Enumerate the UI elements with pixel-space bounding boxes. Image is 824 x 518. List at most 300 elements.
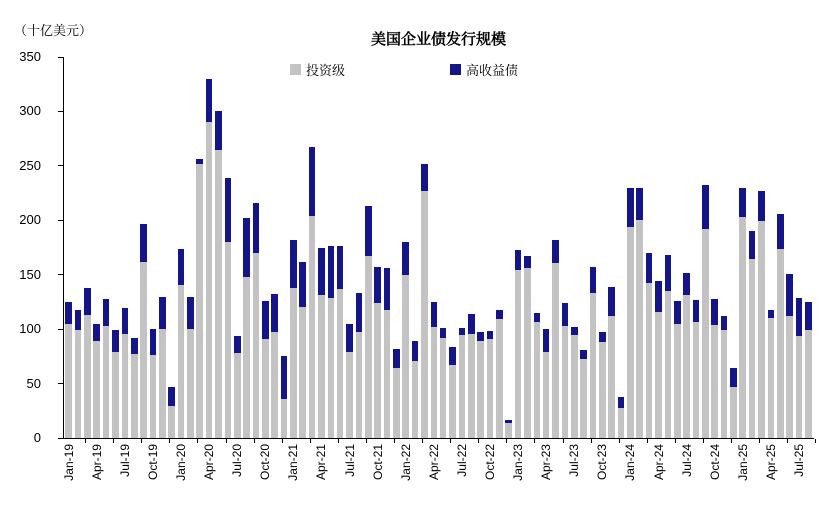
bar-segment-high-yield: [440, 328, 447, 338]
x-axis-tick: [591, 439, 592, 443]
bar-segment-high-yield: [253, 203, 260, 253]
bar-Oct-24: [711, 299, 718, 438]
x-axis-tick: [85, 439, 86, 443]
y-tick-label: 100: [19, 321, 41, 337]
bar-segment-high-yield: [505, 420, 512, 423]
bar-segment-high-yield: [234, 336, 241, 353]
bar-segment-high-yield: [590, 267, 597, 293]
bar-Dec-20: [281, 356, 288, 438]
bar-segment-investment-grade: [196, 164, 203, 438]
bar-Mar-19: [84, 288, 91, 438]
bar-segment-high-yield: [421, 164, 428, 191]
bar-segment-investment-grade: [468, 334, 475, 439]
bar-segment-high-yield: [65, 302, 72, 324]
bar-Aug-19: [131, 338, 138, 438]
bar-segment-investment-grade: [93, 341, 100, 438]
x-axis-tick: [815, 439, 816, 443]
bar-May-23: [552, 240, 559, 438]
bar-Jul-23: [571, 327, 578, 438]
bar-segment-investment-grade: [281, 399, 288, 438]
bar-segment-high-yield: [374, 267, 381, 303]
bar-segment-investment-grade: [711, 325, 718, 438]
bar-Sep-24: [702, 185, 709, 438]
y-axis-tick: [58, 111, 63, 112]
y-tick-label: 50: [26, 375, 41, 391]
bar-segment-high-yield: [599, 332, 606, 342]
bar-Oct-20: [262, 301, 269, 438]
bar-segment-high-yield: [346, 324, 353, 352]
bar-segment-investment-grade: [290, 288, 297, 438]
bar-segment-high-yield: [646, 253, 653, 283]
bar-segment-investment-grade: [702, 229, 709, 438]
bar-Nov-22: [496, 310, 503, 438]
bar-segment-investment-grade: [299, 307, 306, 438]
x-axis-tick: [703, 439, 704, 443]
bar-Nov-19: [159, 297, 166, 439]
x-axis-tick: [366, 439, 367, 443]
bar-segment-investment-grade: [384, 310, 391, 438]
bar-segment-high-yield: [655, 281, 662, 311]
x-tick-label: Jul-22: [454, 444, 469, 477]
bar-Nov-24: [721, 316, 728, 438]
x-axis-tick: [675, 439, 676, 443]
bar-segment-high-yield: [290, 240, 297, 288]
y-axis-tick: [58, 57, 63, 58]
bar-segment-investment-grade: [562, 326, 569, 438]
bar-segment-investment-grade: [262, 339, 269, 438]
y-axis-tick: [58, 220, 63, 221]
bar-segment-investment-grade: [543, 352, 550, 438]
x-axis-tick: [338, 439, 339, 443]
x-axis-tick: [394, 439, 395, 443]
bar-segment-investment-grade: [515, 270, 522, 438]
bar-segment-high-yield: [786, 274, 793, 316]
bar-Nov-23: [608, 287, 615, 438]
bar-Aug-22: [468, 314, 475, 438]
x-tick-label: Apr-19: [89, 444, 104, 481]
x-tick-label: Jan-22: [398, 444, 413, 481]
bar-segment-investment-grade: [730, 387, 737, 438]
bar-segment-high-yield: [243, 218, 250, 277]
bar-segment-high-yield: [627, 188, 634, 227]
bar-segment-high-yield: [337, 246, 344, 288]
bar-segment-high-yield: [768, 310, 775, 319]
bar-Jan-23: [515, 250, 522, 438]
bar-segment-investment-grade: [449, 365, 456, 438]
x-tick-label: Jan-21: [286, 444, 301, 481]
bar-segment-high-yield: [93, 324, 100, 341]
x-axis-tick: [226, 439, 227, 443]
bar-Feb-25: [749, 231, 756, 438]
x-axis-tick: [450, 439, 451, 443]
x-tick-label: Jul-20: [230, 444, 245, 477]
bar-Aug-21: [356, 293, 363, 438]
bar-May-21: [328, 246, 335, 438]
bar-Mar-22: [421, 164, 428, 438]
bar-segment-investment-grade: [168, 406, 175, 438]
bar-segment-investment-grade: [627, 227, 634, 438]
bar-segment-high-yield: [711, 299, 718, 325]
bar-Nov-21: [384, 268, 391, 438]
bar-segment-investment-grade: [796, 336, 803, 438]
bar-segment-investment-grade: [590, 293, 597, 438]
bar-Mar-21: [309, 147, 316, 438]
bar-segment-high-yield: [739, 188, 746, 217]
bar-segment-investment-grade: [534, 322, 541, 438]
bar-Aug-24: [693, 300, 700, 438]
bar-segment-high-yield: [309, 147, 316, 216]
bar-segment-investment-grade: [337, 289, 344, 438]
bar-segment-high-yield: [477, 332, 484, 341]
bar-segment-high-yield: [449, 347, 456, 366]
bar-Oct-22: [487, 331, 494, 438]
bar-segment-high-yield: [356, 293, 363, 332]
x-tick-label: Jul-25: [791, 444, 806, 477]
bar-segment-investment-grade: [356, 332, 363, 438]
bar-segment-investment-grade: [84, 315, 91, 438]
bar-segment-investment-grade: [524, 268, 531, 438]
bar-segment-high-yield: [468, 314, 475, 334]
bar-Feb-19: [75, 310, 82, 438]
bar-segment-high-yield: [103, 299, 110, 326]
y-tick-label: 200: [19, 212, 41, 228]
bar-Feb-24: [636, 188, 643, 438]
bar-segment-high-yield: [168, 387, 175, 407]
x-axis-tick: [113, 439, 114, 443]
bar-segment-investment-grade: [271, 332, 278, 438]
bar-Jul-20: [234, 336, 241, 438]
bar-Feb-20: [187, 297, 194, 439]
bar-segment-high-yield: [571, 327, 578, 335]
bar-Dec-24: [730, 368, 737, 438]
bar-segment-investment-grade: [674, 324, 681, 438]
bar-segment-high-yield: [159, 297, 166, 330]
bar-segment-investment-grade: [477, 341, 484, 438]
legend-label: 高收益债: [466, 63, 519, 78]
bar-Sep-23: [590, 267, 597, 438]
bar-segment-investment-grade: [599, 342, 606, 438]
bar-segment-investment-grade: [683, 295, 690, 438]
x-tick-label: Apr-25: [763, 444, 778, 481]
bar-segment-investment-grade: [187, 329, 194, 438]
x-tick-label: Jan-20: [174, 444, 189, 481]
chart-title: 美国企业债发行规模: [370, 31, 506, 48]
bar-Sep-19: [140, 224, 147, 438]
bar-May-20: [215, 111, 222, 438]
x-tick-label: Oct-24: [707, 444, 722, 481]
bar-Jun-22: [449, 347, 456, 438]
y-axis-tick: [58, 274, 63, 275]
bar-Jan-25: [739, 188, 746, 438]
bar-Oct-23: [599, 332, 606, 438]
bar-segment-high-yield: [393, 349, 400, 369]
x-tick-label: Jul-24: [679, 444, 694, 477]
bar-segment-high-yield: [384, 268, 391, 309]
x-tick-label: Oct-22: [482, 444, 497, 481]
bar-segment-high-yield: [459, 328, 466, 335]
bar-Apr-20: [206, 79, 213, 438]
bar-segment-high-yield: [580, 350, 587, 359]
bar-segment-high-yield: [730, 368, 737, 387]
bar-Jul-19: [122, 308, 129, 438]
x-axis-tick: [506, 439, 507, 443]
bar-segment-high-yield: [796, 298, 803, 336]
bar-Feb-23: [524, 256, 531, 438]
bar-segment-investment-grade: [122, 334, 129, 439]
bar-segment-investment-grade: [131, 354, 138, 438]
x-axis-tick: [197, 439, 198, 443]
bar-segment-investment-grade: [665, 291, 672, 438]
bar-segment-investment-grade: [768, 318, 775, 438]
bar-segment-investment-grade: [140, 262, 147, 438]
bar-segment-investment-grade: [496, 319, 503, 438]
bar-segment-high-yield: [702, 185, 709, 229]
bar-segment-investment-grade: [618, 408, 625, 438]
bar-segment-investment-grade: [328, 298, 335, 438]
bar-segment-high-yield: [608, 287, 615, 316]
x-tick-label: Jan-23: [511, 444, 526, 481]
x-tick-label: Apr-22: [426, 444, 441, 481]
bar-segment-investment-grade: [178, 285, 185, 438]
bar-segment-high-yield: [122, 308, 129, 333]
bar-Mar-24: [646, 253, 653, 438]
bar-segment-investment-grade: [646, 283, 653, 438]
bar-segment-investment-grade: [75, 330, 82, 438]
bar-segment-high-yield: [187, 297, 194, 330]
bar-segment-high-yield: [665, 255, 672, 291]
x-tick-label: Apr-20: [202, 444, 217, 481]
bar-segment-investment-grade: [65, 324, 72, 438]
bar-segment-high-yield: [562, 303, 569, 326]
bar-segment-investment-grade: [655, 312, 662, 438]
bar-Oct-19: [150, 329, 157, 438]
y-axis-tick: [58, 165, 63, 166]
bar-segment-investment-grade: [215, 150, 222, 438]
bar-segment-high-yield: [515, 250, 522, 271]
x-tick-label: Jul-23: [567, 444, 582, 477]
x-axis-tick: [787, 439, 788, 443]
bar-segment-high-yield: [206, 79, 213, 123]
bar-segment-high-yield: [534, 313, 541, 322]
x-axis-tick: [534, 439, 535, 443]
bar-Apr-23: [543, 329, 550, 438]
bar-Dec-19: [168, 387, 175, 438]
bar-segment-high-yield: [496, 310, 503, 320]
x-tick-label: Apr-24: [651, 444, 666, 481]
bar-segment-investment-grade: [505, 423, 512, 438]
x-tick-label: Oct-21: [370, 444, 385, 481]
bar-Jan-24: [627, 188, 634, 438]
bar-segment-high-yield: [84, 288, 91, 315]
bar-Jun-23: [562, 303, 569, 438]
bar-segment-investment-grade: [459, 335, 466, 438]
bar-segment-high-yield: [262, 301, 269, 339]
bar-segment-high-yield: [365, 206, 372, 256]
x-axis-tick: [310, 439, 311, 443]
bar-May-19: [103, 299, 110, 438]
bar-Jul-21: [346, 324, 353, 438]
x-axis-tick: [563, 439, 564, 443]
bar-Aug-23: [580, 350, 587, 438]
bar-segment-investment-grade: [402, 275, 409, 438]
bar-May-22: [440, 328, 447, 438]
bar-segment-investment-grade: [777, 249, 784, 438]
y-axis-unit-label: （十亿美元）: [14, 23, 93, 38]
bar-Jun-21: [337, 246, 344, 438]
bar-segment-high-yield: [693, 300, 700, 322]
bar-segment-investment-grade: [393, 368, 400, 438]
legend-label: 投资级: [305, 63, 345, 78]
bar-segment-investment-grade: [693, 322, 700, 438]
x-axis-tick: [647, 439, 648, 443]
bar-Mar-23: [534, 313, 541, 438]
bar-segment-high-yield: [318, 248, 325, 296]
bar-segment-investment-grade: [739, 217, 746, 438]
bar-Apr-25: [768, 310, 775, 438]
x-axis-tick: [478, 439, 479, 443]
bar-segment-investment-grade: [365, 256, 372, 438]
bar-Jul-22: [459, 328, 466, 438]
bar-segment-high-yield: [328, 246, 335, 297]
x-tick-label: Oct-20: [258, 444, 273, 481]
bar-segment-high-yield: [758, 191, 765, 221]
bar-segment-investment-grade: [580, 359, 587, 438]
bar-segment-investment-grade: [206, 122, 213, 438]
bar-Feb-22: [412, 341, 419, 438]
bar-segment-high-yield: [552, 240, 559, 263]
bar-segment-high-yield: [281, 356, 288, 398]
x-tick-label: Jul-21: [342, 444, 357, 477]
bar-Jun-19: [112, 330, 119, 438]
bar-segment-investment-grade: [571, 335, 578, 438]
bar-Jan-20: [178, 249, 185, 438]
bar-Mar-25: [758, 191, 765, 438]
x-tick-label: Jan-19: [61, 444, 76, 481]
bar-segment-high-yield: [636, 188, 643, 221]
bar-segment-investment-grade: [159, 329, 166, 438]
bar-segment-high-yield: [721, 316, 728, 330]
y-axis-tick: [58, 329, 63, 330]
bar-segment-high-yield: [225, 178, 232, 242]
bar-segment-investment-grade: [374, 303, 381, 438]
bar-segment-high-yield: [618, 397, 625, 408]
x-tick-label: Apr-23: [539, 444, 554, 481]
y-axis-tick: [58, 438, 63, 439]
bar-segment-high-yield: [150, 329, 157, 355]
bar-segment-high-yield: [178, 249, 185, 285]
bar-segment-investment-grade: [318, 295, 325, 438]
bar-segment-investment-grade: [346, 352, 353, 438]
bar-segment-high-yield: [271, 294, 278, 332]
plot-area: [19, 49, 813, 481]
bar-segment-high-yield: [131, 338, 138, 354]
bar-segment-investment-grade: [253, 253, 260, 438]
bar-Jan-21: [290, 240, 297, 438]
bar-segment-high-yield: [412, 341, 419, 361]
bar-Sep-21: [365, 206, 372, 438]
x-axis-tick: [731, 439, 732, 443]
bar-segment-investment-grade: [421, 191, 428, 438]
bar-Dec-23: [618, 397, 625, 438]
bar-segment-investment-grade: [721, 330, 728, 438]
bar-segment-high-yield: [543, 329, 550, 352]
bar-segment-investment-grade: [112, 352, 119, 438]
bar-Jan-22: [402, 242, 409, 438]
bar-Mar-20: [196, 159, 203, 438]
x-tick-label: Jul-19: [117, 444, 132, 477]
bar-segment-investment-grade: [103, 326, 110, 438]
bar-segment-investment-grade: [758, 221, 765, 438]
bar-segment-investment-grade: [309, 216, 316, 438]
bar-segment-high-yield: [805, 302, 812, 330]
y-tick-label: 300: [19, 103, 41, 119]
bar-segment-high-yield: [683, 273, 690, 296]
bar-segment-high-yield: [112, 330, 119, 352]
x-axis-tick: [141, 439, 142, 443]
bar-Feb-21: [299, 262, 306, 438]
y-tick-label: 250: [19, 157, 41, 173]
bar-segment-investment-grade: [431, 327, 438, 438]
bar-Jun-24: [674, 301, 681, 438]
bar-segment-high-yield: [487, 331, 494, 339]
x-axis-tick: [169, 439, 170, 443]
bar-segment-high-yield: [299, 262, 306, 308]
bar-segment-high-yield: [431, 302, 438, 327]
bar-Oct-21: [374, 267, 381, 438]
bar-Sep-22: [477, 332, 484, 438]
bar-Jun-25: [786, 274, 793, 438]
bar-Aug-25: [805, 302, 812, 438]
bar-segment-high-yield: [749, 231, 756, 259]
x-axis-tick: [422, 439, 423, 443]
bar-Jun-20: [225, 178, 232, 438]
y-tick-label: 0: [33, 430, 41, 445]
bar-segment-high-yield: [777, 214, 784, 249]
bar-segment-investment-grade: [243, 277, 250, 438]
bar-segment-high-yield: [402, 242, 409, 275]
bar-Dec-21: [393, 349, 400, 438]
bar-segment-high-yield: [196, 159, 203, 163]
bar-segment-investment-grade: [487, 339, 494, 438]
x-tick-label: Oct-23: [595, 444, 610, 481]
bar-Jul-24: [683, 273, 690, 438]
y-tick-label: 150: [19, 266, 41, 282]
bar-segment-investment-grade: [552, 263, 559, 438]
x-axis-tick: [282, 439, 283, 443]
x-tick-label: Jan-25: [735, 444, 750, 481]
x-axis-tick: [619, 439, 620, 443]
bar-segment-investment-grade: [805, 330, 812, 438]
y-tick-label: 350: [19, 49, 41, 64]
bar-Apr-24: [655, 281, 662, 438]
bar-segment-investment-grade: [749, 259, 756, 438]
bar-Dec-22: [505, 420, 512, 439]
bar-segment-high-yield: [140, 224, 147, 262]
bar-Apr-19: [93, 324, 100, 438]
x-axis-line: [63, 438, 814, 439]
bar-Sep-20: [253, 203, 260, 438]
bar-segment-investment-grade: [608, 316, 615, 438]
bar-segment-investment-grade: [786, 316, 793, 438]
bar-Apr-22: [431, 302, 438, 438]
x-tick-label: Oct-19: [145, 444, 160, 481]
bar-segment-investment-grade: [412, 361, 419, 438]
bar-May-25: [777, 214, 784, 438]
bar-segment-investment-grade: [150, 355, 157, 438]
bar-segment-investment-grade: [234, 353, 241, 438]
x-tick-label: Jan-24: [623, 444, 638, 481]
bar-segment-high-yield: [215, 111, 222, 149]
